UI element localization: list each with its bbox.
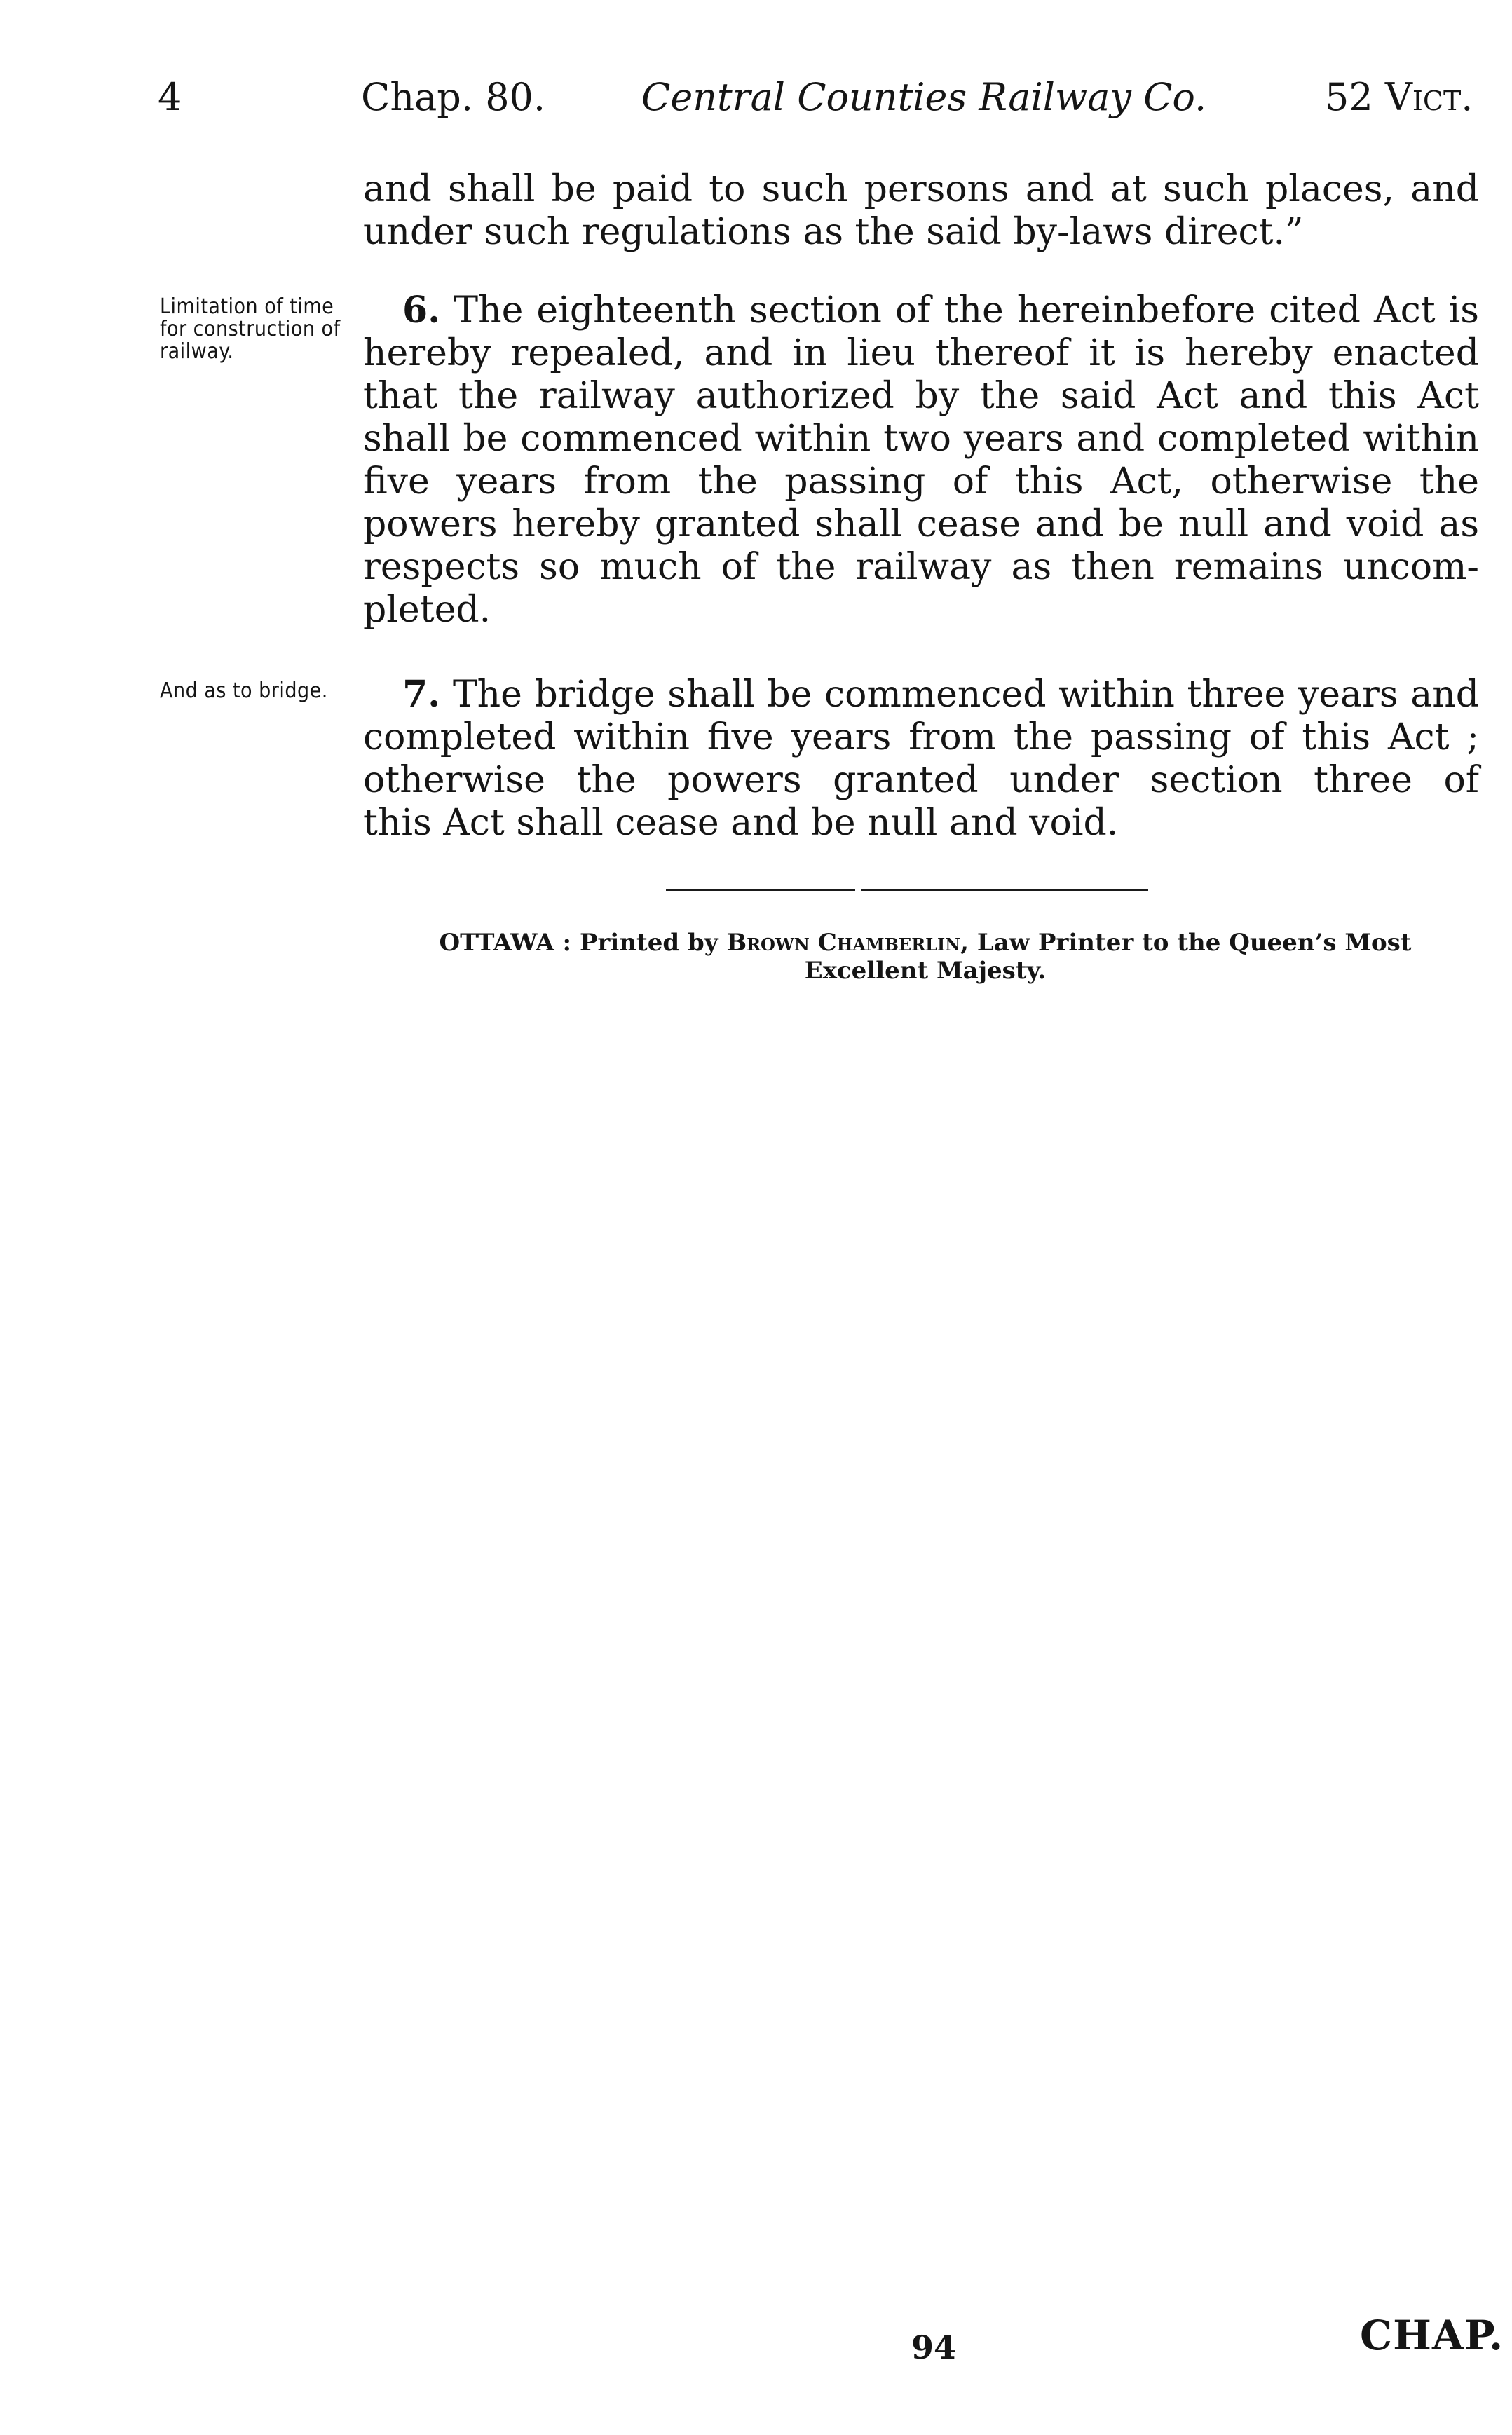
printer-imprint — [393, 929, 1458, 985]
section-6-number: 6. — [402, 289, 441, 332]
imprint-printed-by: Printed by — [579, 929, 718, 957]
folio-number: 94 — [911, 2328, 957, 2366]
page-number: 4 — [158, 75, 182, 119]
section-7 — [363, 673, 1479, 845]
section-6 — [363, 289, 1479, 632]
imprint-printer: Brown Chamberlin, — [726, 929, 969, 957]
continuation-line-2: under such regulations as the said by-laws direct.” — [363, 211, 1304, 253]
act-title: Central Counties Railway Co. — [641, 75, 1207, 119]
regnal-year: 52 Vict. — [1325, 75, 1473, 119]
chapter-label: Chap. 80. — [361, 75, 546, 119]
end-rule-left — [666, 889, 855, 891]
section-7-last-line: this Act shall cease and be null and void. — [363, 802, 1119, 844]
catchword: CHAP. — [1360, 2312, 1504, 2359]
imprint-rest: Law Printer to the Queen’s Most Excellent Majesty. — [804, 929, 1412, 985]
end-rule-right — [861, 889, 1148, 891]
margin-note-section-6: Limitation of time for construction of railway. — [160, 294, 341, 364]
continuation-line-1: and shall be paid to such persons and at such places, and — [363, 168, 1479, 210]
section-6-last-line: pleted. — [363, 589, 491, 631]
continuation-paragraph — [363, 168, 1479, 254]
margin-note-section-7: And as to bridge. — [160, 678, 328, 703]
section-7-number: 7. — [402, 673, 441, 716]
imprint-place: OTTAWA : — [439, 929, 572, 957]
section-6-text: The eighteenth section of the hereinbefore cited Act is hereby repealed, and in lieu thereof it is hereby enacted that the railway authorized by the said Act and this Act shall be commenced within two years and completed within five years from the passing of this Act, otherwise the powers hereby granted shall cease and be null and void as respects so much of the railway as then remains uncom- — [363, 289, 1479, 588]
section-7-text: The bridge shall be commenced within three years and completed within five years from the passing of this Act ; otherwise the powers granted under section three of — [363, 674, 1479, 801]
